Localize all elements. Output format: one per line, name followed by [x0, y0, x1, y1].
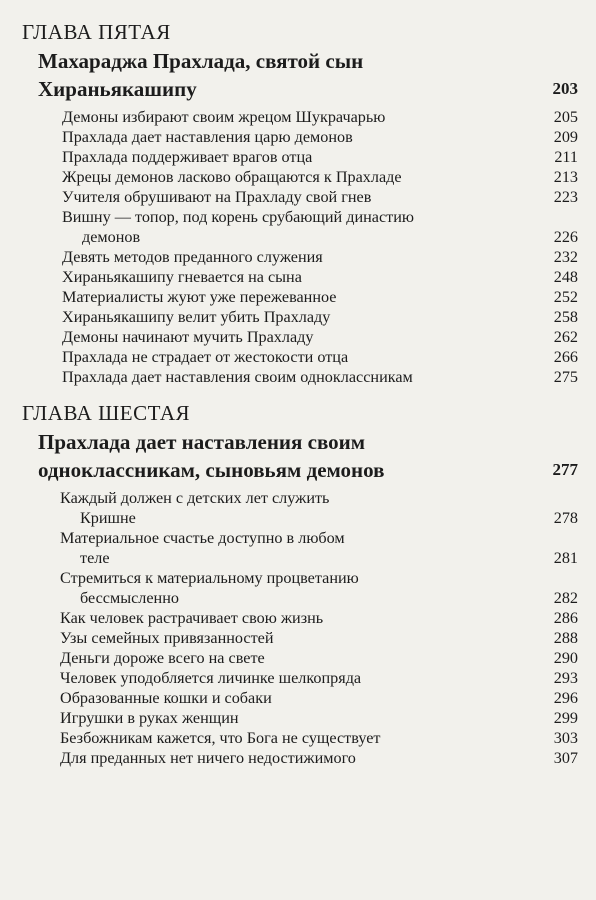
- entry-page-number: 252: [553, 288, 578, 306]
- entry-list: [22, 488, 578, 768]
- chapter-title-line: Махараджа Прахлада, святой сын: [38, 49, 364, 73]
- toc-entry: [62, 147, 578, 167]
- entry-title: Демоны избирают своим жрецом Шукрачарью: [62, 108, 386, 126]
- toc-entry: [60, 608, 578, 628]
- toc-entry: [60, 648, 578, 668]
- entry-title: Девять методов преданного служения: [62, 248, 323, 266]
- chapter-title-line: Хираньякашипу: [38, 77, 197, 101]
- entry-title: Прахлада не страдает от жестокости отца: [62, 348, 349, 366]
- toc-entry: [62, 127, 578, 147]
- entry-page-number: 205: [553, 108, 578, 126]
- entry-title: Жрецы демонов ласково обращаются к Прахладе: [62, 168, 402, 186]
- entry-title: Прахлада дает наставления своим одноклассникам: [62, 368, 413, 386]
- entry-page-number: 262: [553, 328, 578, 346]
- entry-title-continued: бессмысленно: [80, 589, 179, 607]
- toc-entry: [62, 247, 578, 267]
- entry-title: Хираньякашипу гневается на сына: [62, 268, 302, 286]
- table-of-contents: [22, 20, 578, 768]
- toc-entry: [62, 287, 578, 307]
- chapter-title: [38, 47, 578, 103]
- toc-entry: [60, 688, 578, 708]
- toc-entry: [60, 748, 578, 768]
- entry-page-number: 209: [553, 128, 578, 146]
- entry-title: Как человек растрачивает свою жизнь: [60, 609, 324, 627]
- entry-page-number: 275: [553, 368, 578, 386]
- toc-entry: [62, 167, 578, 187]
- toc-entry: [62, 107, 578, 127]
- entry-page-number: 288: [553, 629, 578, 647]
- toc-entry: [60, 568, 578, 608]
- chapter-five: [22, 20, 578, 387]
- entry-title: Каждый должен с детских лет служить: [60, 489, 330, 507]
- chapter-six: [22, 401, 578, 768]
- toc-entry: [60, 708, 578, 728]
- entry-page-number: 307: [553, 749, 578, 767]
- entry-page-number: 211: [554, 148, 578, 166]
- toc-entry: [62, 307, 578, 327]
- chapter-title: [38, 428, 578, 484]
- chapter-title-line: одноклассникам, сыновьям демонов: [38, 458, 385, 482]
- entry-title: Прахлада поддерживает врагов отца: [62, 148, 313, 166]
- entry-list: [22, 107, 578, 387]
- toc-entry: [60, 728, 578, 748]
- entry-title: Вишну — топор, под корень срубающий династию: [62, 208, 414, 226]
- entry-title: Материальное счастье доступно в любом: [60, 529, 345, 547]
- entry-title: Образованные кошки и собаки: [60, 689, 272, 707]
- entry-title: Узы семейных привязанностей: [60, 629, 274, 647]
- entry-page-number: 248: [553, 268, 578, 286]
- chapter-page-number: 203: [552, 79, 578, 98]
- toc-entry: [62, 327, 578, 347]
- entry-page-number: 303: [553, 729, 578, 747]
- chapter-page-number: 277: [552, 460, 578, 479]
- entry-page-number: 223: [553, 188, 578, 206]
- entry-title: Деньги дороже всего на свете: [60, 649, 265, 667]
- entry-title: Демоны начинают мучить Прахладу: [62, 328, 314, 346]
- entry-title: Прахлада дает наставления царю демонов: [62, 128, 353, 146]
- entry-page-number: 282: [553, 589, 578, 607]
- toc-entry: [60, 668, 578, 688]
- entry-title-continued: Кришне: [80, 509, 136, 527]
- toc-entry: [60, 528, 578, 568]
- entry-page-number: 281: [553, 549, 578, 567]
- toc-entry: [62, 347, 578, 367]
- toc-entry: [62, 187, 578, 207]
- entry-page-number: 213: [553, 168, 578, 186]
- entry-title-continued: теле: [80, 549, 110, 567]
- entry-title: Учителя обрушивают на Прахладу свой гнев: [62, 188, 372, 206]
- entry-title: Игрушки в руках женщин: [60, 709, 239, 727]
- toc-entry: [60, 628, 578, 648]
- entry-page-number: 226: [553, 228, 578, 246]
- entry-page-number: 290: [553, 649, 578, 667]
- entry-page-number: 232: [553, 248, 578, 266]
- chapter-title-line: Прахлада дает наставления своим: [38, 430, 366, 454]
- chapter-label: ГЛАВА ПЯТАЯ: [22, 20, 171, 44]
- entry-title: Для преданных нет ничего недостижимого: [60, 749, 356, 767]
- entry-title: Хираньякашипу велит убить Прахладу: [62, 308, 331, 326]
- entry-title-continued: демонов: [82, 228, 141, 246]
- chapter-label: ГЛАВА ШЕСТАЯ: [22, 401, 191, 425]
- entry-title: Материалисты жуют уже пережеванное: [62, 288, 337, 306]
- entry-page-number: 296: [553, 689, 578, 707]
- entry-title: Человек уподобляется личинке шелкопряда: [60, 669, 362, 687]
- entry-page-number: 293: [553, 669, 578, 687]
- entry-page-number: 286: [553, 609, 578, 627]
- toc-entry: [62, 367, 578, 387]
- entry-title: Стремиться к материальному процветанию: [60, 569, 359, 587]
- toc-entry: [62, 267, 578, 287]
- entry-page-number: 266: [553, 348, 578, 366]
- entry-title: Безбожникам кажется, что Бога не существует: [60, 729, 381, 747]
- entry-page-number: 299: [553, 709, 578, 727]
- toc-entry: [60, 488, 578, 528]
- entry-page-number: 278: [553, 509, 578, 527]
- entry-page-number: 258: [553, 308, 578, 326]
- toc-entry: [62, 207, 578, 247]
